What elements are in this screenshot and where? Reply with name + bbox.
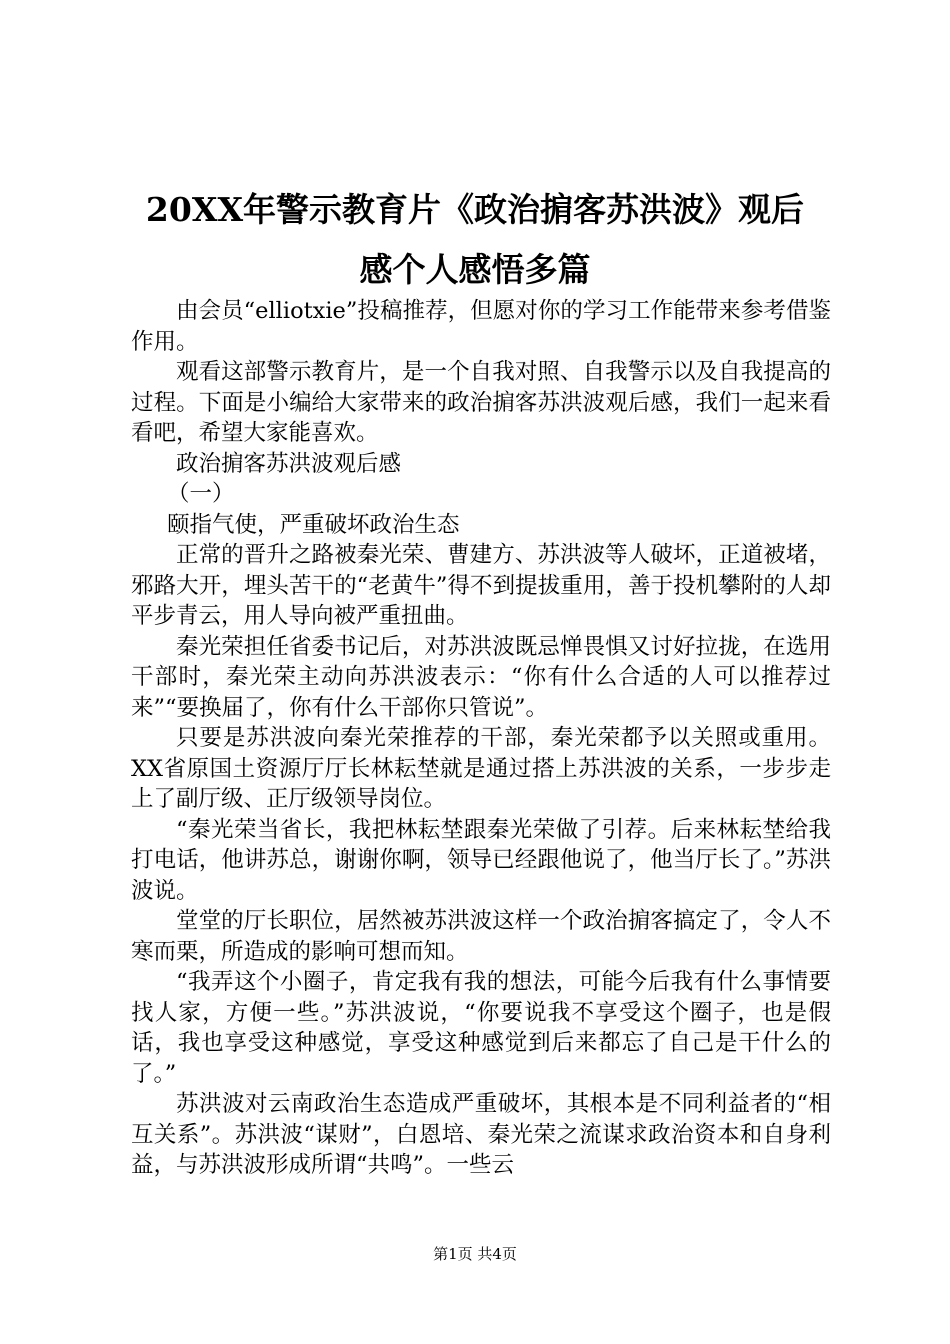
paragraph: 苏洪波对云南政治生态造成严重破坏，其根本是不同利益者的“相互关系”。苏洪波“谋财”，白恩培、秦光荣之流谋求政治资本和自身利益，与苏洪波形成所谓“共鸣”。一些云 xyxy=(131,1091,831,1178)
title-line-2: 感个人感悟多篇 xyxy=(359,250,591,289)
paragraph: 只要是苏洪波向秦光荣推荐的干部，秦光荣都予以关照或重用。XX省原国土资源厅厅长林耘埜就是通过搭上苏洪波的关系，一步步走上了副厅级、正厅级领导岗位。 xyxy=(131,725,831,812)
subsection-heading: 颐指气使，严重破坏政治生态 xyxy=(167,511,460,538)
paragraph: 秦光荣担任省委书记后，对苏洪波既忌惮畏惧又讨好拉拢，在选用干部时，秦光荣主动向苏洪波表示：“你有什么合适的人可以推荐过来”“要换届了，你有什么干部你只管说”。 xyxy=(131,633,831,721)
paragraph: 堂堂的厅长职位，居然被苏洪波这样一个政治掮客搞定了，令人不寒而栗，所造成的影响可想而知。 xyxy=(131,908,831,965)
paragraph: “秦光荣当省长，我把林耘埜跟秦光荣做了引荐。后来林耘埜给我打电话，他讲苏总，谢谢你啊，领导已经跟他说了，他当厅长了。”苏洪波说。 xyxy=(131,816,831,904)
section-number: （一） xyxy=(167,481,235,507)
document-body xyxy=(131,296,831,1181)
document-title xyxy=(100,180,850,300)
paragraph-intro: 观看这部警示教育片，是一个自我对照、自我警示以及自我提高的过程。下面是小编给大家带来的政治掮客苏洪波观后感，我们一起来看看吧，希望大家能喜欢。 xyxy=(131,359,831,446)
paragraph: “我弄这个小圈子，肯定我有我的想法，可能今后我有什么事情要找人家，方便一些。”苏洪波说，“你要说我不享受这个圈子，也是假话，我也享受这种感觉，享受这种感觉到后来都忘了自己是干什么的了。” xyxy=(131,969,831,1087)
paragraph: 正常的晋升之路被秦光荣、曹建方、苏洪波等人破坏，正道被堵，邪路大开，埋头苦干的“老黄牛”得不到提拔重用，善于投机攀附的人却平步青云，用人导向被严重扭曲。 xyxy=(131,542,831,629)
page-footer: 第1页 共4页 xyxy=(433,1245,517,1263)
paragraph-contributor-note: 由会员“elliotxie”投稿推荐，但愿对你的学习工作能带来参考借鉴作用。 xyxy=(131,298,831,355)
title-line-1: 20XX年警示教育片《政治掮客苏洪波》观后 xyxy=(145,190,805,229)
section-heading: 政治掮客苏洪波观后感 xyxy=(176,450,402,477)
